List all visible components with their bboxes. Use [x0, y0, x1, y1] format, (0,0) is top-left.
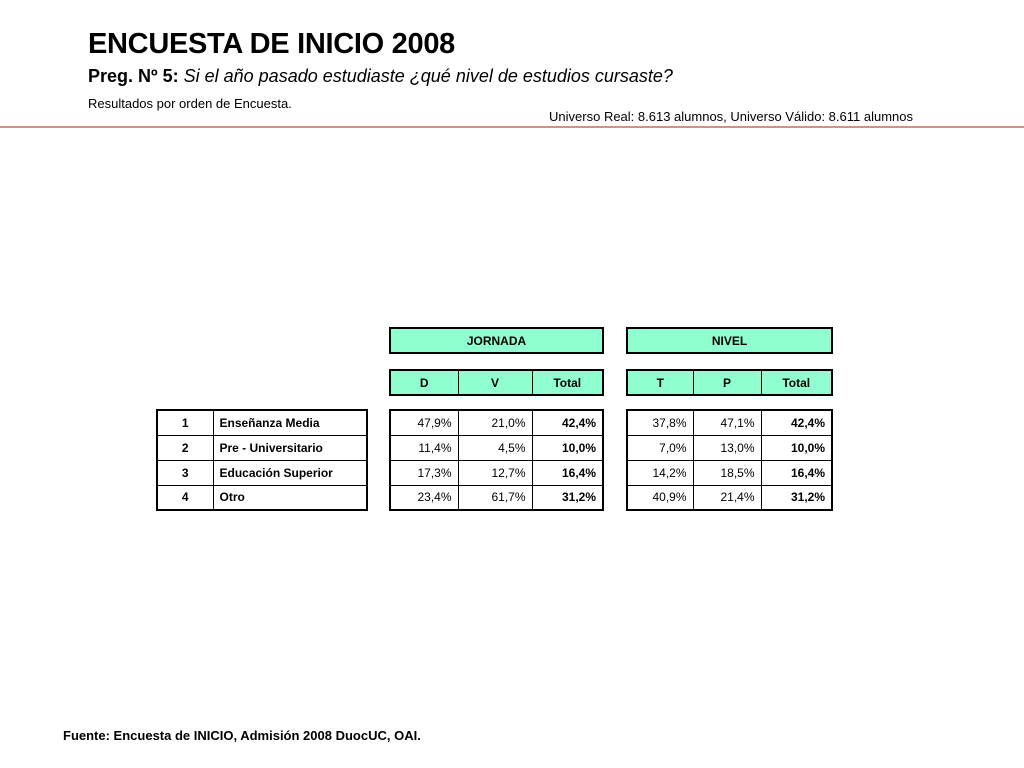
jornada-header: JORNADA — [390, 328, 603, 353]
cell-nivel-total: 42,4% — [761, 410, 832, 435]
table-row — [157, 435, 367, 460]
question-line — [88, 66, 673, 87]
column-header-v: V — [458, 370, 532, 395]
cell-t: 14,2% — [627, 460, 693, 485]
cell-jornada-total: 31,2% — [532, 485, 603, 510]
table-row — [627, 410, 832, 435]
nivel-header: NIVEL — [627, 328, 832, 353]
table-row — [390, 435, 603, 460]
cell-t: 40,9% — [627, 485, 693, 510]
cell-nivel-total: 31,2% — [761, 485, 832, 510]
source-footnote: Fuente: Encuesta de INICIO, Admisión 2008 DuocUC, OAI. — [63, 728, 421, 743]
results-order-note: Resultados por orden de Encuesta. — [88, 96, 292, 111]
table-row — [627, 460, 832, 485]
table-row — [390, 410, 603, 435]
cell-jornada-total: 42,4% — [532, 410, 603, 435]
jornada-column-headers — [389, 369, 604, 396]
column-header-jornada-total: Total — [532, 370, 603, 395]
row-label: Otro — [213, 485, 367, 510]
cell-p: 47,1% — [693, 410, 761, 435]
row-number: 2 — [157, 435, 213, 460]
row-label: Educación Superior — [213, 460, 367, 485]
cell-t: 7,0% — [627, 435, 693, 460]
row-number: 3 — [157, 460, 213, 485]
cell-jornada-total: 16,4% — [532, 460, 603, 485]
cell-d: 47,9% — [390, 410, 458, 435]
table-row — [390, 485, 603, 510]
nivel-values-table — [626, 409, 833, 511]
table-row — [390, 460, 603, 485]
column-header-t: T — [627, 370, 693, 395]
row-label: Pre - Universitario — [213, 435, 367, 460]
cell-jornada-total: 10,0% — [532, 435, 603, 460]
table-row — [627, 485, 832, 510]
jornada-header-table — [389, 327, 604, 354]
table-row — [627, 435, 832, 460]
nivel-column-headers — [626, 369, 833, 396]
table-row — [157, 460, 367, 485]
nivel-header-table — [626, 327, 833, 354]
row-label: Enseñanza Media — [213, 410, 367, 435]
column-header-nivel-total: Total — [761, 370, 832, 395]
row-number: 1 — [157, 410, 213, 435]
row-number: 4 — [157, 485, 213, 510]
question-text: Si el año pasado estudiaste ¿qué nivel de estudios cursaste? — [183, 66, 673, 86]
cell-nivel-total: 10,0% — [761, 435, 832, 460]
page-title: ENCUESTA DE INICIO 2008 — [88, 28, 455, 60]
table-row — [157, 410, 367, 435]
jornada-values-table — [389, 409, 604, 511]
cell-v: 4,5% — [458, 435, 532, 460]
column-header-p: P — [693, 370, 761, 395]
categories-table — [156, 409, 368, 511]
cell-d: 17,3% — [390, 460, 458, 485]
cell-p: 21,4% — [693, 485, 761, 510]
column-header-d: D — [390, 370, 458, 395]
cell-d: 11,4% — [390, 435, 458, 460]
cell-p: 18,5% — [693, 460, 761, 485]
universe-note: Universo Real: 8.613 alumnos, Universo Válido: 8.611 alumnos — [549, 109, 913, 124]
cell-d: 23,4% — [390, 485, 458, 510]
cell-v: 61,7% — [458, 485, 532, 510]
cell-nivel-total: 16,4% — [761, 460, 832, 485]
cell-v: 21,0% — [458, 410, 532, 435]
header-divider — [0, 126, 1024, 128]
cell-t: 37,8% — [627, 410, 693, 435]
question-number: Preg. Nº 5: — [88, 66, 179, 86]
cell-p: 13,0% — [693, 435, 761, 460]
table-row — [157, 485, 367, 510]
cell-v: 12,7% — [458, 460, 532, 485]
